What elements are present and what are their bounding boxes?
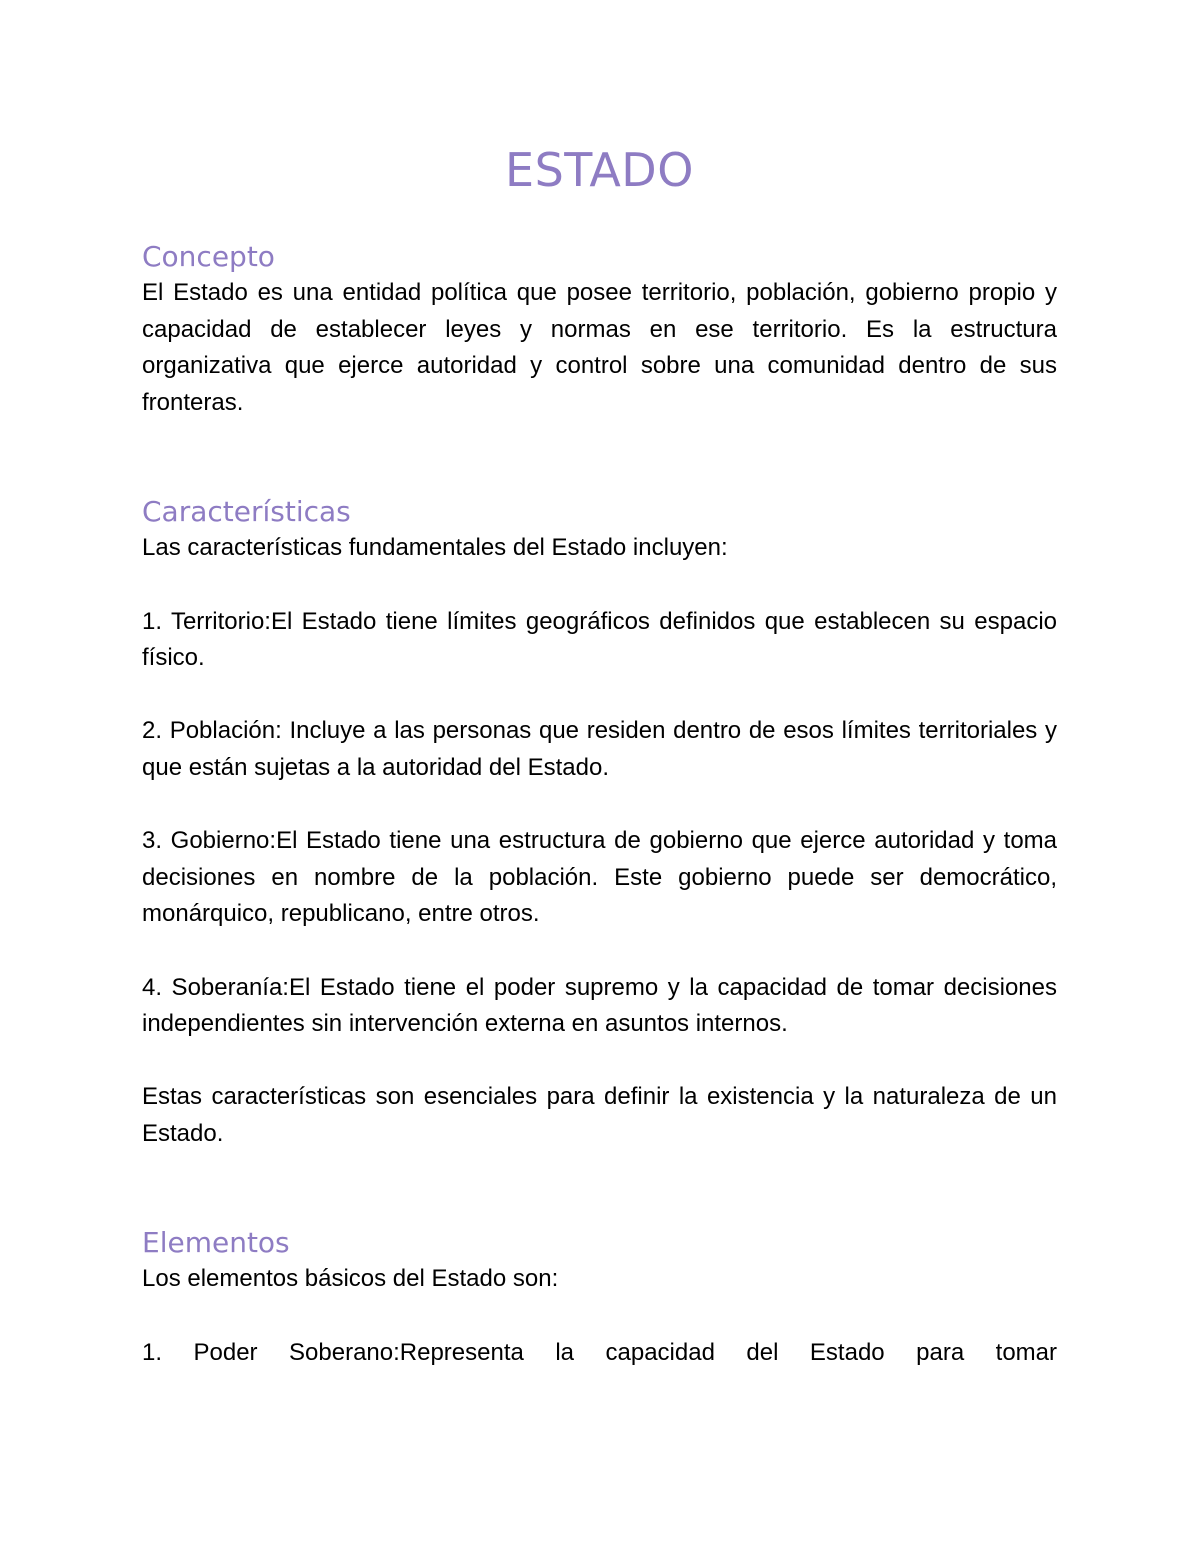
- caracteristicas-closing: Estas características son esenciales para definir la existencia y la naturaleza de un Estado.: [142, 1083, 1057, 1147]
- document-title: ESTADO: [505, 143, 694, 197]
- spacer: [142, 1043, 1057, 1080]
- concepto-paragraph: El Estado es una entidad política que posee territorio, población, gobierno propio y capacidad de establecer leyes y normas en ese territorio. Es la estructura organizativa que ejerce autoridad y control sobre una comunidad dentro de sus fronteras.: [142, 279, 1057, 416]
- elementos-intro: Los elementos básicos del Estado son:: [142, 1265, 559, 1293]
- caracteristica-item-gobierno: 3. Gobierno:El Estado tiene una estructura de gobierno que ejerce autoridad y toma decisiones en nombre de la población. Este gobierno puede ser democrático, monárquico, republicano, entre otros.: [142, 827, 1057, 928]
- caracteristica-item-soberania: 4. Soberanía:El Estado tiene el poder supremo y la capacidad de tomar decisiones independientes sin intervención externa en asuntos internos.: [142, 973, 1057, 1038]
- caracteristicas-intro: Las características fundamentales del Estado incluyen:: [142, 534, 728, 562]
- spacer: [142, 567, 1057, 604]
- section-heading-elementos: Elementos: [142, 1226, 290, 1260]
- caracteristica-item-poblacion: 2. Población: Incluye a las personas que residen dentro de esos límites territoriales y que están sujetas a la autoridad del Estado.: [142, 717, 1057, 781]
- section-heading-caracteristicas: Características: [142, 495, 351, 529]
- spacer: [142, 1298, 1057, 1335]
- spacer: [142, 787, 1057, 824]
- elemento-item-poder-soberano: 1. Poder Soberano:Representa la capacidad del Estado para tomar: [142, 1338, 1057, 1366]
- spacer: [142, 421, 1057, 494]
- spacer: [142, 933, 1057, 970]
- caracteristica-item-territorio: 1. Territorio:El Estado tiene límites geográficos definidos que establecen su espacio físico.: [142, 607, 1057, 672]
- section-heading-concepto: Concepto: [142, 240, 275, 273]
- spacer: [142, 1152, 1057, 1225]
- spacer: [142, 677, 1057, 714]
